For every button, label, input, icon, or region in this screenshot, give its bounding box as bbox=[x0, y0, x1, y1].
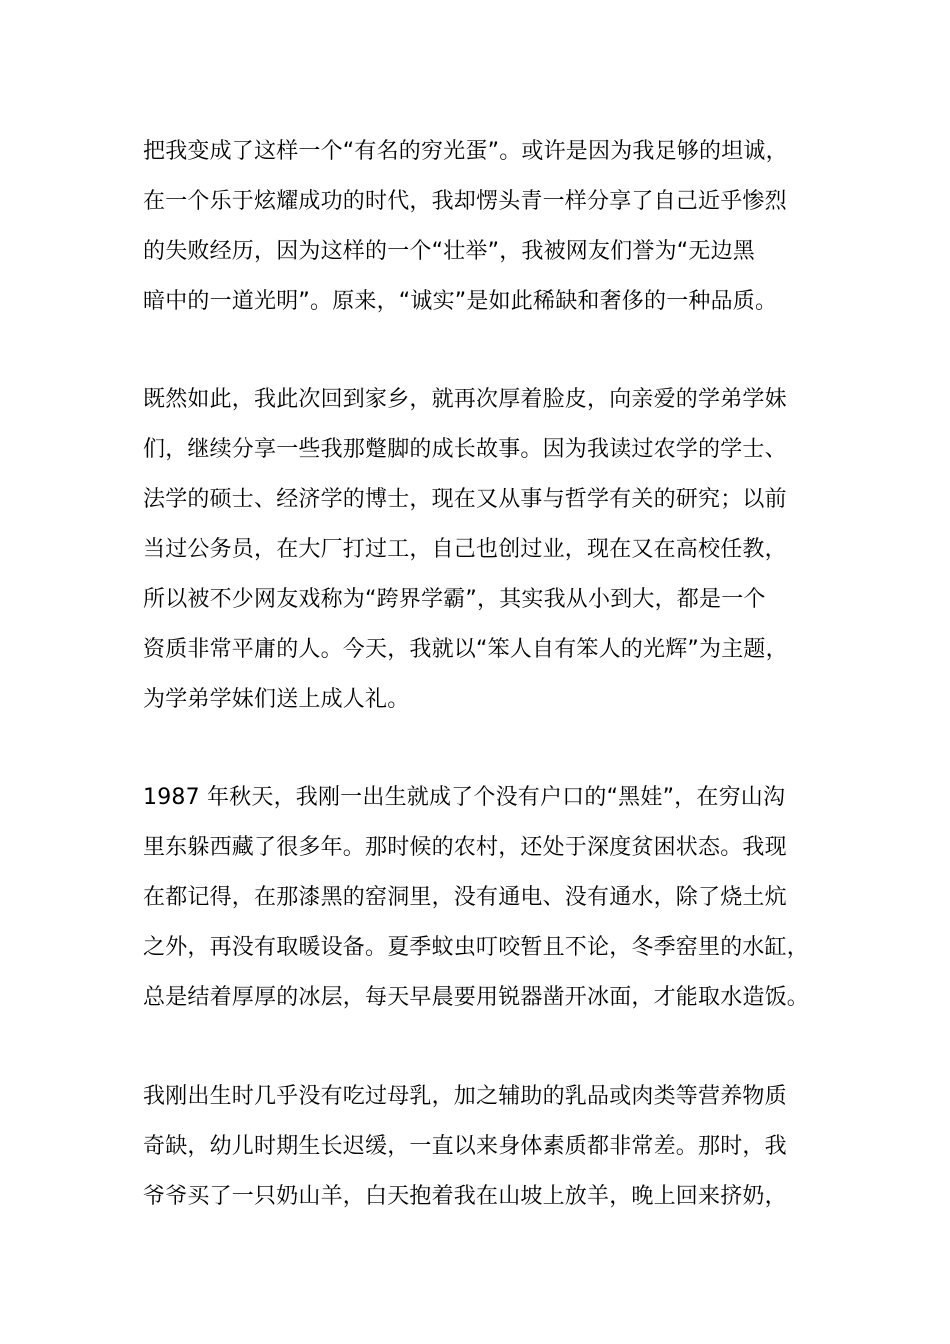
text-line: 之外，再没有取暖设备。夏季蚊虫叮咬暂且不论，冬季窑里的水缸， bbox=[143, 935, 810, 960]
paragraph-2 bbox=[143, 375, 843, 725]
text-line: 法学的硕士、经济学的博士，现在又从事与哲学有关的研究；以前 bbox=[143, 487, 787, 512]
text-line: 总是结着厚厚的冰层，每天早晨要用锐器凿开冰面，才能取水造饭。 bbox=[143, 985, 810, 1010]
text-line: 为学弟学妹们送上成人礼。 bbox=[143, 687, 410, 712]
text-line: 当过公务员，在大厂打过工，自己也创过业，现在又在高校任教， bbox=[143, 537, 787, 562]
paragraph-1 bbox=[143, 127, 843, 327]
text-line: 把我变成了这样一个“有名的穷光蛋”。或许是因为我足够的坦诚， bbox=[143, 139, 788, 164]
text-line: 1987 年秋天，我刚一出生就成了个没有户口的“黑娃”，在穷山沟 bbox=[143, 785, 786, 810]
text-line: 在一个乐于炫耀成功的时代，我却愣头青一样分享了自己近乎惨烈 bbox=[143, 189, 787, 214]
text-line: 的失败经历，因为这样的一个“壮举”，我被网友们誉为“无边黑 bbox=[143, 239, 755, 264]
text-line: 所以被不少网友戏称为“跨界学霸”，其实我从小到大，都是一个 bbox=[143, 587, 766, 612]
text-line: 暗中的一道光明”。原来，“诚实”是如此稀缺和奢侈的一种品质。 bbox=[143, 289, 778, 314]
text-line: 奇缺，幼儿时期生长迟缓，一直以来身体素质都非常差。那时，我 bbox=[143, 1134, 787, 1159]
text-line: 既然如此，我此次回到家乡，就再次厚着脸皮，向亲爱的学弟学妹 bbox=[143, 387, 787, 412]
text-line: 资质非常平庸的人。今天，我就以“笨人自有笨人的光辉”为主题， bbox=[143, 637, 788, 662]
paragraph-3 bbox=[143, 773, 843, 1023]
paragraph-4 bbox=[143, 1072, 843, 1222]
text-line: 在都记得，在那漆黑的窑洞里，没有通电、没有通水，除了烧土炕 bbox=[143, 885, 787, 910]
text-line: 们，继续分享一些我那蹩脚的成长故事。因为我读过农学的学士、 bbox=[143, 437, 787, 462]
text-line: 爷爷买了一只奶山羊，白天抱着我在山坡上放羊，晚上回来挤奶， bbox=[143, 1184, 787, 1209]
text-line: 里东躲西藏了很多年。那时候的农村，还处于深度贫困状态。我现 bbox=[143, 835, 787, 860]
text-line: 我刚出生时几乎没有吃过母乳，加之辅助的乳品或肉类等营养物质 bbox=[143, 1084, 787, 1109]
